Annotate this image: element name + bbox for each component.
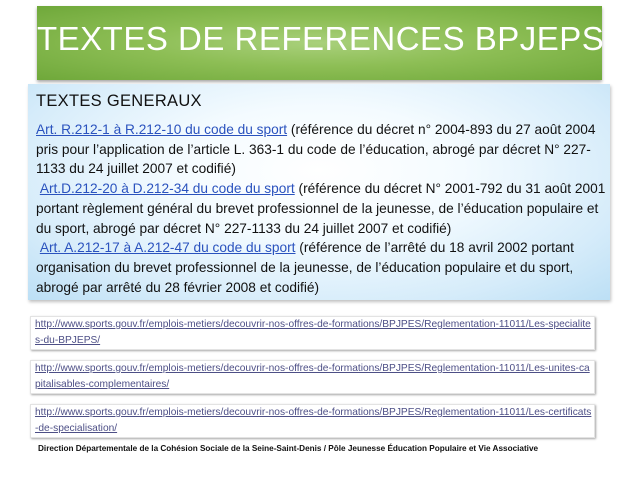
reference-link[interactable]: Art. R.212-1 à R.212-10 du code du sport bbox=[36, 122, 288, 137]
url-box bbox=[30, 360, 595, 394]
url-box bbox=[30, 404, 595, 438]
section-heading: TEXTES GENERAUX bbox=[36, 92, 202, 110]
reference-description: (référence de l’arrêté du 18 avril 2002 portant organisation du brevet professionnel de la jeunesse, de l’éducation populaire et du sport, abrogé par arrêté du 28 février 2008 et codifié) bbox=[36, 240, 574, 295]
reference-item bbox=[36, 179, 608, 238]
reference-link[interactable]: Art.D.212-20 à D.212-34 du code du sport bbox=[39, 181, 295, 197]
reference-link[interactable]: Art. A.212-17 à A.212-47 du code du sport bbox=[39, 240, 296, 256]
url-link[interactable]: http://www.sports.gouv.fr/emplois-metiers/decouvrir-nos-offres-de-formations/BPJPES/Reglementation-11011/Les-specialites-du-BPJEPS/ bbox=[35, 319, 591, 346]
url-link[interactable]: http://www.sports.gouv.fr/emplois-metiers/decouvrir-nos-offres-de-formations/BPJPES/Reglementation-11011/Les-certificats-de-specialisation/ bbox=[35, 407, 592, 434]
reference-description: (référence du décret N° 2001-792 du 31 août 2001 portant règlement général du brevet professionnel de la jeunesse, de l’éducation populaire et du sport, abrogé par décret N° 227-1133 du 24 juillet 2007 et codifié) bbox=[36, 181, 606, 236]
reference-description: (référence du décret n° 2004-893 du 27 août 2004 pris pour l’application de l’article L. 363-1 du code de l’éducation, abrogé par décret N° 227-1133 du 24 juillet 2007 et codifié) bbox=[36, 122, 596, 177]
general-texts-body bbox=[36, 120, 608, 297]
page-title: TEXTES DE REFERENCES BPJEPS bbox=[37, 20, 605, 57]
general-texts-box bbox=[28, 84, 610, 300]
url-box bbox=[30, 316, 595, 350]
url-link[interactable]: http://www.sports.gouv.fr/emplois-metiers/decouvrir-nos-offres-de-formations/BPJPES/Reglementation-11011/Les-unites-capitalisables-complementaires/ bbox=[35, 363, 590, 390]
reference-item bbox=[36, 120, 608, 179]
title-banner bbox=[37, 6, 605, 80]
footer-text: Direction Départementale de la Cohésion Sociale de la Seine-Saint-Denis / Pôle Jeunesse Éducation Populaire et Vie Associative bbox=[38, 444, 539, 453]
reference-item bbox=[36, 238, 608, 297]
